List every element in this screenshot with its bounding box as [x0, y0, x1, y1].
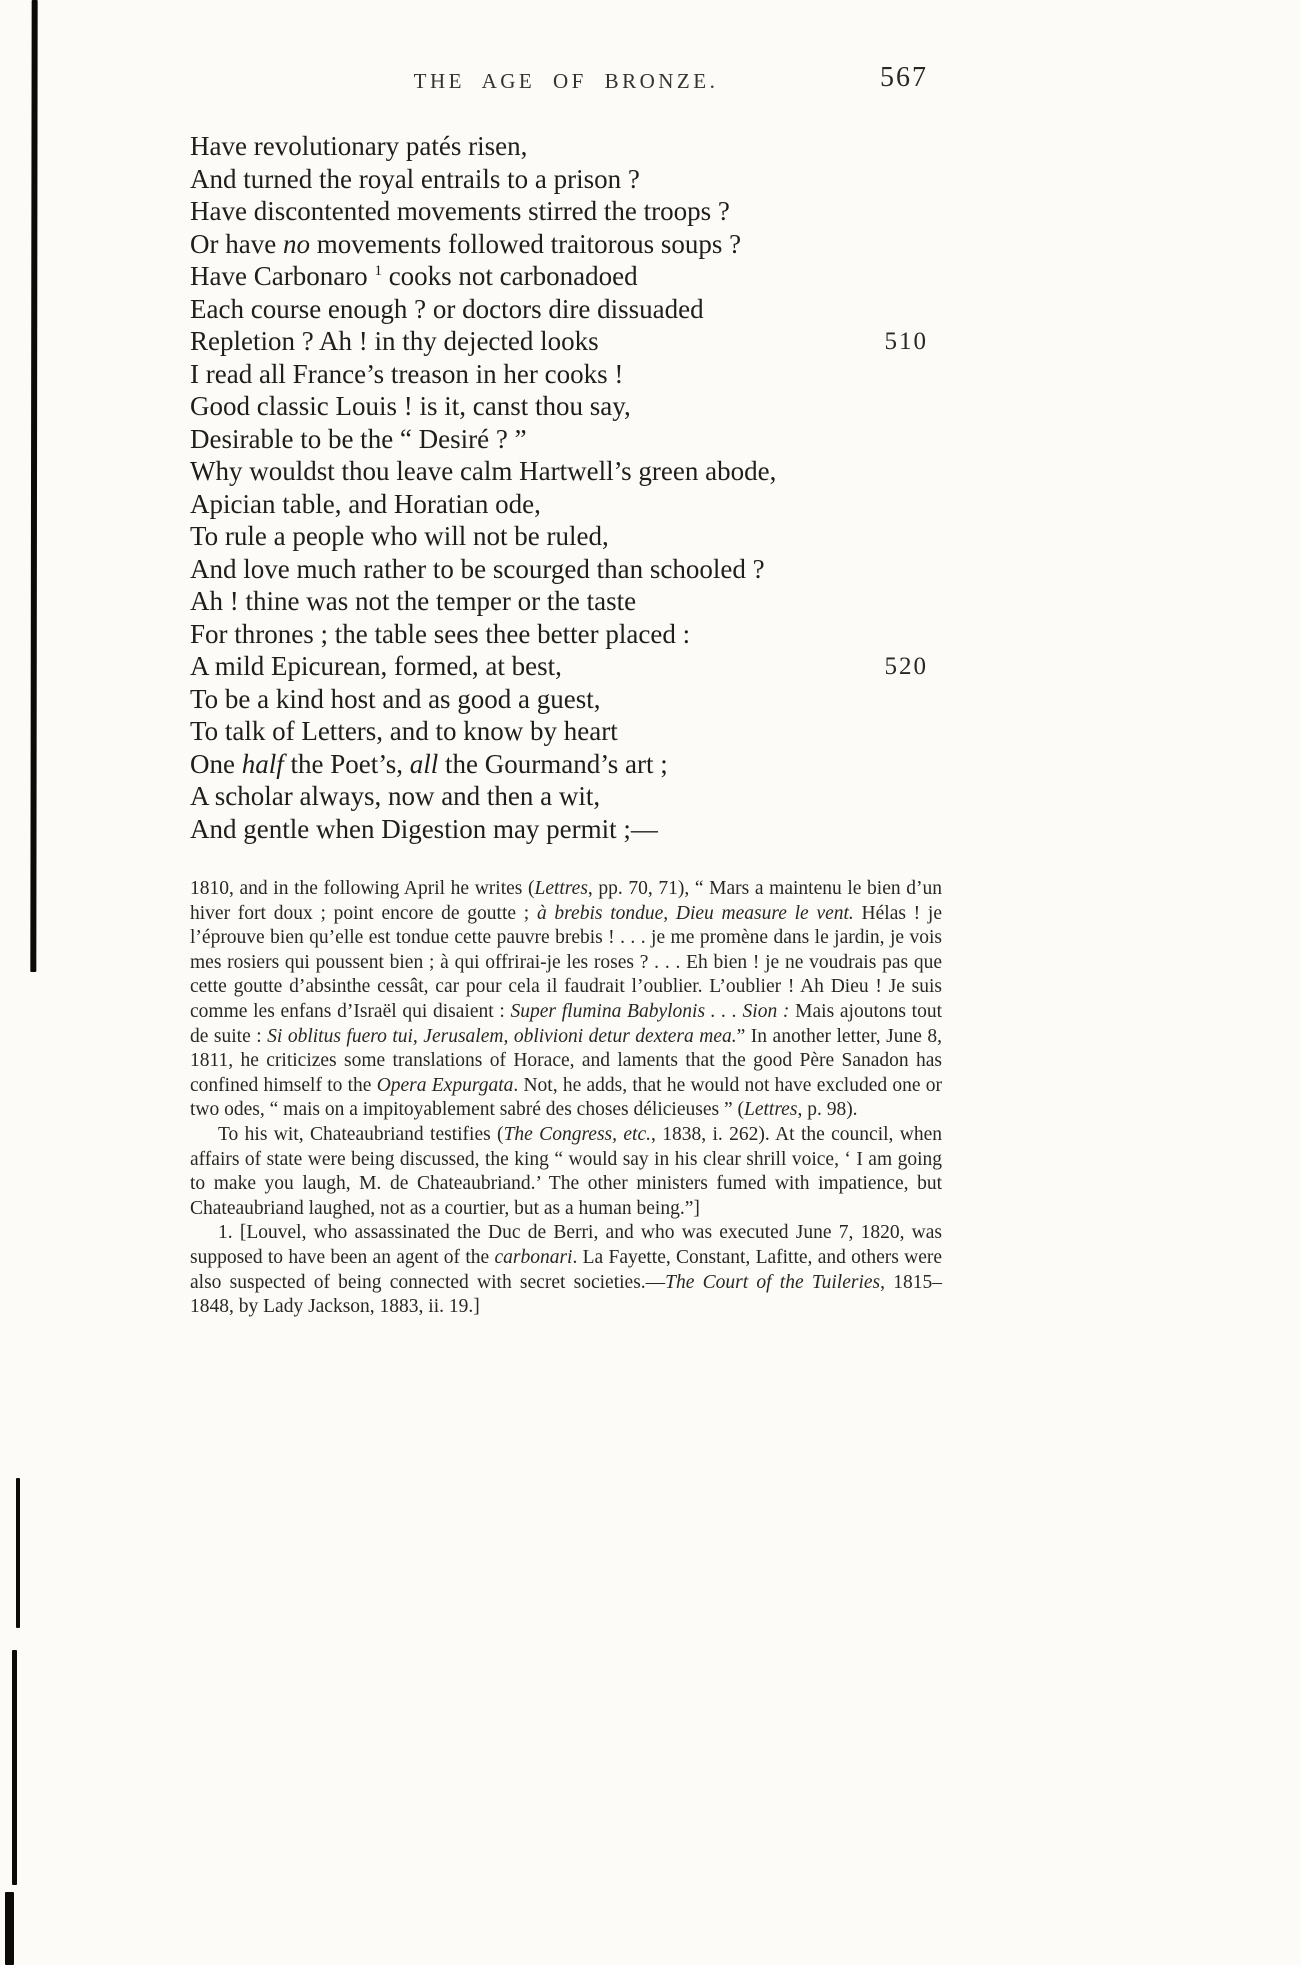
text-run: , pp. 70, 71), “ Mars a maintenu le bien d’un hiver fort doux ; point encore de goutte ; — [190, 878, 942, 924]
text-run: 1810, and in the following April he writes ( — [190, 878, 535, 899]
poem-line — [190, 520, 942, 553]
poem-line-text — [190, 521, 609, 551]
text-run: One — [190, 748, 242, 779]
text-run: For thrones ; the table sees thee better placed : — [190, 618, 691, 649]
poem-line — [190, 780, 942, 813]
poem-body — [190, 130, 942, 845]
poem-line — [190, 553, 942, 586]
poem-line-text — [190, 164, 640, 194]
text-run: Why wouldst thou leave calm Hartwell’s green abode, — [190, 456, 777, 486]
text-run: , 1838, i. 262). At the council, when affairs of state were being discussed, the king “ would say in his clear shrill voice, ‘ I am going to make you laugh, M. de Chateaubriand.’ The other ministers fumed with impatience, but Chateaubriand laughed, not as a courtier, but as a human being.”] — [190, 1123, 943, 1219]
poem-line-text — [190, 489, 541, 519]
poem-line-text — [190, 814, 658, 844]
poem-line-text — [190, 684, 601, 714]
footnote-paragraph — [190, 1221, 942, 1319]
running-header — [190, 62, 942, 96]
page-content — [190, 62, 942, 1320]
poem-line — [190, 130, 942, 163]
poem-line-number: 510 — [884, 328, 928, 355]
poem-line-text — [190, 326, 599, 356]
poem-line — [190, 618, 942, 651]
poem-line — [190, 715, 942, 748]
page-number: 567 — [880, 62, 928, 93]
text-run: A scholar always, now and then a wit, — [190, 781, 601, 811]
text-run: movements followed traitorous soups ? — [309, 228, 742, 259]
text-run: Apician table, and Horatian ode, — [190, 488, 541, 519]
poem-line-text — [190, 294, 704, 324]
poem-line-text — [190, 619, 690, 649]
scan-artifact — [12, 1650, 17, 1885]
text-run: Hélas ! je l’éprouve bien qu’elle est tondue cette pauvre brebis ! . . . je me promène dans le jardin, je vois mes rosiers qui poussent bien ; à qui offrirai-je les roses ? . . . Eh bien ! je ne voudrais pas que cette goutte d’absinthe cessât, car pour cela il faudrait l’oublier. L’oublier ! Ah Dieu ! Je suis comme les enfans d’Israël qui disaient : — [190, 902, 942, 1022]
text-run: Good classic Louis ! is it, canst thou say, — [190, 391, 631, 421]
text-run: Repletion ? Ah ! in thy dejected looks — [190, 326, 599, 356]
poem-line-text — [190, 229, 741, 259]
italic-text: Si oblitus fuero tui, Jerusalem, oblivioni detur dextera mea. — [267, 1025, 737, 1047]
italic-text: Lettres — [743, 1099, 798, 1121]
italic-text: half — [241, 748, 284, 779]
text-run: And turned the royal entrails to a prison ? — [190, 163, 640, 194]
text-run: And love much rather to be scourged than schooled ? — [190, 553, 765, 584]
poem-line — [190, 228, 942, 261]
text-run: , p. 98). — [797, 1099, 858, 1121]
text-run: the Gourmand’s art ; — [438, 748, 668, 779]
footnotes — [190, 877, 942, 1320]
italic-text: The Court of the Tuileries — [665, 1271, 881, 1293]
text-run: Have Carbonaro — [190, 261, 375, 291]
page-title: THE AGE OF BRONZE. — [413, 69, 719, 93]
scan-artifact — [16, 1478, 20, 1628]
scan-binding-edge — [30, 0, 37, 972]
italic-text: à brebis tondue, Dieu measure le vent. — [536, 902, 854, 924]
text-run: Desirable to be the “ Desiré ? ” — [190, 423, 527, 454]
scan-artifact — [5, 1892, 14, 1965]
poem-line — [190, 813, 942, 846]
poem-line — [190, 748, 942, 781]
italic-text: all — [409, 748, 439, 779]
text-run: Mais ajoutons tout de suite : — [190, 1000, 943, 1047]
text-run: ” In another letter, June 8, 1811, he criticizes some translations of Horace, and laments that the good Père Sanadon has confined himself to the — [190, 1025, 943, 1096]
poem-line-text — [190, 716, 618, 746]
poem-line — [190, 488, 942, 521]
text-run: To rule a people who will not be ruled, — [190, 521, 609, 551]
text-run: To be a kind host and as good a guest, — [190, 683, 601, 714]
poem-line-text — [190, 456, 776, 486]
italic-text: carbonari — [494, 1246, 573, 1268]
italic-text: no — [282, 228, 310, 259]
poem-line-text — [190, 261, 638, 291]
text-run: . Not, he adds, that he would not have excluded one or two odes, “ mais on a impitoyablement sabré des choses délicieuses ” ( — [190, 1074, 942, 1121]
italic-text: Lettres — [534, 878, 588, 899]
text-run: cooks not carbonadoed — [381, 261, 638, 291]
text-run: Or have — [190, 228, 283, 259]
poem-line — [190, 163, 942, 196]
text-run: Have revolutionary patés risen, — [190, 131, 528, 161]
poem-line — [190, 293, 942, 326]
footnote-paragraph — [190, 1123, 942, 1221]
poem-line — [190, 650, 942, 683]
poem-line — [190, 683, 942, 716]
text-run: 1. [Louvel, who assassinated the Duc de Berri, and who was executed June 7, 1820, was supposed to have been an agent of the — [190, 1222, 942, 1268]
poem-line — [190, 260, 942, 293]
footnote-paragraph — [190, 877, 942, 1123]
text-run: Each course enough ? or doctors dire dissuaded — [190, 293, 704, 324]
text-run: To talk of Letters, and to know by heart — [190, 716, 618, 746]
poem-line — [190, 585, 942, 618]
footnote-marker: 1 — [374, 263, 382, 279]
poem-line-text — [190, 391, 631, 421]
poem-line-text — [190, 781, 600, 811]
text-run: , 1815–1848, by Lady Jackson, 1883, ii. 19.] — [190, 1271, 943, 1318]
poem-line-text — [190, 749, 668, 779]
poem-line — [190, 358, 942, 391]
poem-line-number: 520 — [884, 653, 928, 680]
poem-line-text — [190, 196, 730, 226]
text-run: To his wit, Chateaubriand testifies ( — [218, 1123, 504, 1145]
poem-line-text — [190, 359, 623, 389]
text-run: I read all France’s treason in her cooks ! — [190, 358, 624, 389]
poem-line — [190, 455, 942, 488]
text-run: A mild Epicurean, formed, at best, — [190, 651, 562, 681]
poem-line-text — [190, 651, 562, 681]
poem-line-text — [190, 586, 636, 616]
poem-line — [190, 423, 942, 456]
italic-text: Super flumina Babylonis . . . Sion : — [510, 1000, 790, 1022]
text-run: Have discontented movements stirred the troops ? — [190, 196, 730, 226]
poem-line — [190, 390, 942, 423]
italic-text: Opera Expurgata — [376, 1074, 514, 1096]
poem-line-text — [190, 554, 765, 584]
text-run: . La Fayette, Constant, Lafitte, and others were also suspected of being connected with secret societies.— — [190, 1246, 942, 1293]
text-run: And gentle when Digestion may permit ;— — [190, 813, 658, 844]
poem-line-text — [190, 424, 527, 454]
poem-line — [190, 325, 942, 358]
italic-text: The Congress, etc. — [503, 1123, 651, 1145]
text-run: Ah ! thine was not the temper or the taste — [190, 586, 637, 616]
poem-line-text — [190, 131, 527, 161]
text-run: the Poet’s, — [283, 748, 410, 779]
poem-line — [190, 195, 942, 228]
